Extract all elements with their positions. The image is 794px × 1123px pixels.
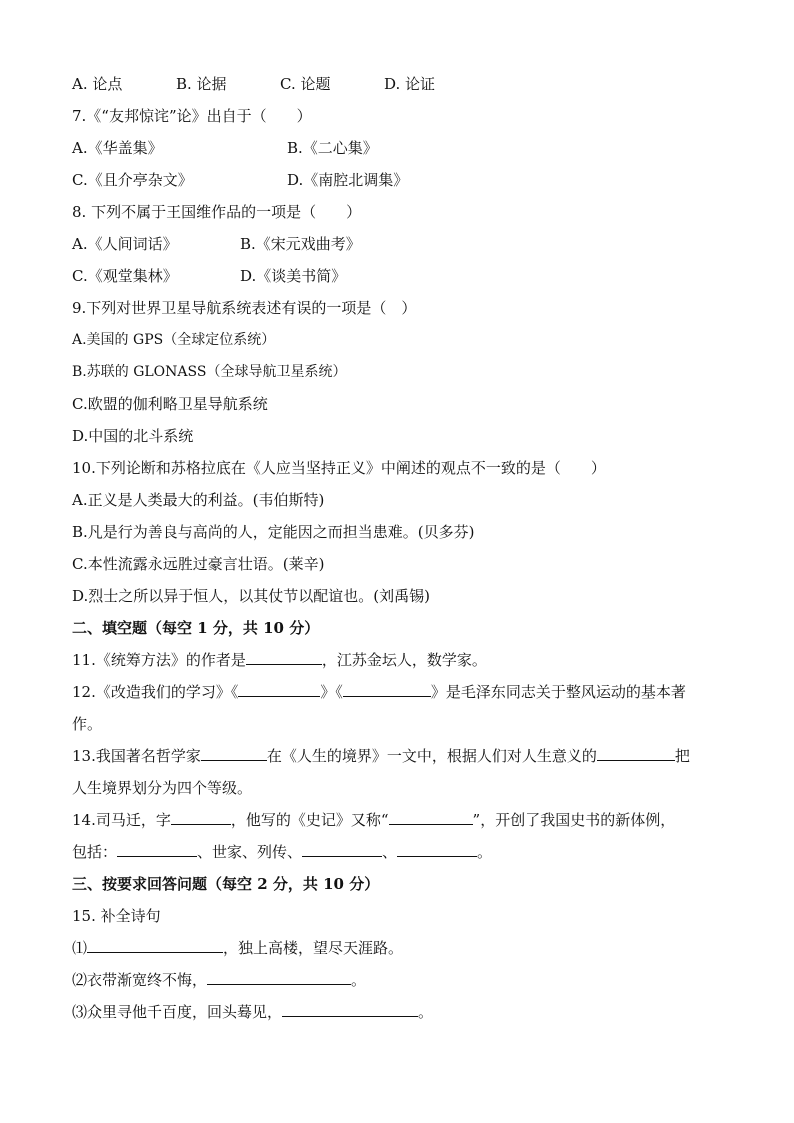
q8-option-c: C.《观堂集林》 — [72, 267, 178, 285]
q12-text-a: 12.《改造我们的学习》《 — [72, 683, 239, 701]
q9-stem: 9.下列对世界卫星导航系统表述有误的一项是（ ） — [72, 299, 417, 317]
q6-option-b: B. 论据 — [176, 75, 227, 93]
q14-blank-5[interactable] — [397, 842, 477, 857]
q7-option-c: C.《且介亭杂文》 — [72, 171, 193, 189]
q6-options — [72, 68, 732, 100]
q15-l3-pre: ⑶众里寻他千百度，回头蓦见， — [72, 1003, 283, 1021]
q15-l1-pre: ⑴ — [72, 939, 88, 957]
q9-option-b: B.苏联的 GLONASS（全球导航卫星系统） — [72, 364, 347, 380]
q15-blank-2[interactable] — [207, 970, 351, 985]
section-2-heading: 二、填空题（每空 1 分，共 10 分） — [72, 619, 320, 637]
q14 — [72, 804, 732, 836]
q12-text-b: 》《 — [320, 683, 343, 701]
q7-option-d: D.《南腔北调集》 — [287, 171, 409, 189]
q13-blank-1[interactable] — [201, 746, 267, 761]
q15-line-2 — [72, 964, 732, 996]
q15-line-3 — [72, 996, 732, 1028]
q14-text-a: 14.司马迁，字 — [72, 811, 171, 829]
q14-cont — [72, 836, 732, 868]
q9-option-d: D.中国的北斗系统 — [72, 427, 194, 445]
q8-options-ab — [72, 228, 732, 260]
q7-option-a: A.《华盖集》 — [72, 139, 163, 157]
q15-blank-3[interactable] — [282, 1002, 418, 1017]
q6-option-c: C. 论题 — [280, 75, 331, 93]
q13-blank-2[interactable] — [597, 746, 675, 761]
exam-page — [72, 68, 732, 1028]
q14-blank-2[interactable] — [389, 810, 473, 825]
q10-option-b: B.凡是行为善良与高尚的人，定能因之而担当患难。(贝多芬) — [72, 523, 475, 541]
q13-cont: 人生境界划分为四个等级。 — [72, 779, 253, 797]
q14-blank-4[interactable] — [302, 842, 382, 857]
q14-text-b: ，他写的《史记》又称“ — [230, 811, 389, 829]
q7-stem: 7.《“友邦惊诧”论》出自于（ ） — [72, 107, 312, 125]
q15-stem: 15. 补全诗句 — [72, 907, 161, 925]
q10-option-a: A.正义是人类最大的利益。(韦伯斯特) — [72, 491, 325, 509]
q9-option-c: C.欧盟的伽利略卫星导航系统 — [72, 395, 268, 413]
q14-text-f: 、 — [382, 843, 398, 861]
q6-option-a: A. 论点 — [72, 75, 123, 93]
q13 — [72, 740, 732, 772]
q11 — [72, 644, 732, 676]
q14-text-d: 包括： — [72, 843, 118, 861]
q7-option-b: B.《二心集》 — [287, 139, 378, 157]
q6-option-d: D. 论证 — [384, 75, 436, 93]
q12 — [72, 676, 732, 708]
q10-stem: 10.下列论断和苏格拉底在《人应当坚持正义》中阐述的观点不一致的是（ ） — [72, 459, 606, 477]
q15-line-1 — [72, 932, 732, 964]
q13-text-a: 13.我国著名哲学家 — [72, 747, 201, 765]
q7-options-ab — [72, 132, 732, 164]
q13-text-c: 把 — [674, 747, 690, 765]
q14-text-e: 、世家、列传、 — [197, 843, 303, 861]
q13-text-b: 在《人生的境界》一文中，根据人们对人生意义的 — [266, 747, 597, 765]
q12-text-c: 》是毛泽东同志关于整风运动的基本著 — [430, 683, 686, 701]
q10-option-c: C.本性流露永远胜过豪言壮语。(莱辛) — [72, 555, 325, 573]
q8-option-d: D.《谈美书简》 — [240, 267, 347, 285]
q8-stem: 8. 下列不属于王国维作品的一项是（ ） — [72, 203, 362, 221]
q15-l1-post: ，独上高楼，望尽天涯路。 — [223, 939, 404, 957]
q11-text-a: 11.《统筹方法》的作者是 — [72, 651, 246, 669]
q15-l2-pre: ⑵衣带渐宽终不悔， — [72, 971, 208, 989]
q14-text-g: 。 — [477, 843, 493, 861]
q10-option-d: D.烈士之所以异于恒人，以其仗节以配谊也。(刘禹锡) — [72, 587, 430, 605]
q12-blank-2[interactable] — [343, 682, 431, 697]
section-3-heading: 三、按要求回答问题（每空 2 分，共 10 分） — [72, 875, 380, 893]
q14-text-c: ”，开创了我国史书的新体例， — [472, 811, 676, 829]
q15-l3-post: 。 — [418, 1003, 434, 1021]
q14-blank-1[interactable] — [171, 810, 231, 825]
q12-cont: 作。 — [72, 715, 103, 733]
q11-blank[interactable] — [246, 650, 322, 665]
q9-option-a: A.美国的 GPS（全球定位系统） — [72, 332, 276, 348]
q8-option-b: B.《宋元戏曲考》 — [240, 235, 361, 253]
q8-option-a: A.《人间词话》 — [72, 235, 178, 253]
q14-blank-3[interactable] — [117, 842, 197, 857]
q7-options-cd — [72, 164, 732, 196]
q12-blank-1[interactable] — [238, 682, 320, 697]
q15-l2-post: 。 — [351, 971, 367, 989]
q11-text-b: ，江苏金坛人，数学家。 — [321, 651, 487, 669]
q8-options-cd — [72, 260, 732, 292]
q15-blank-1[interactable] — [87, 938, 223, 953]
